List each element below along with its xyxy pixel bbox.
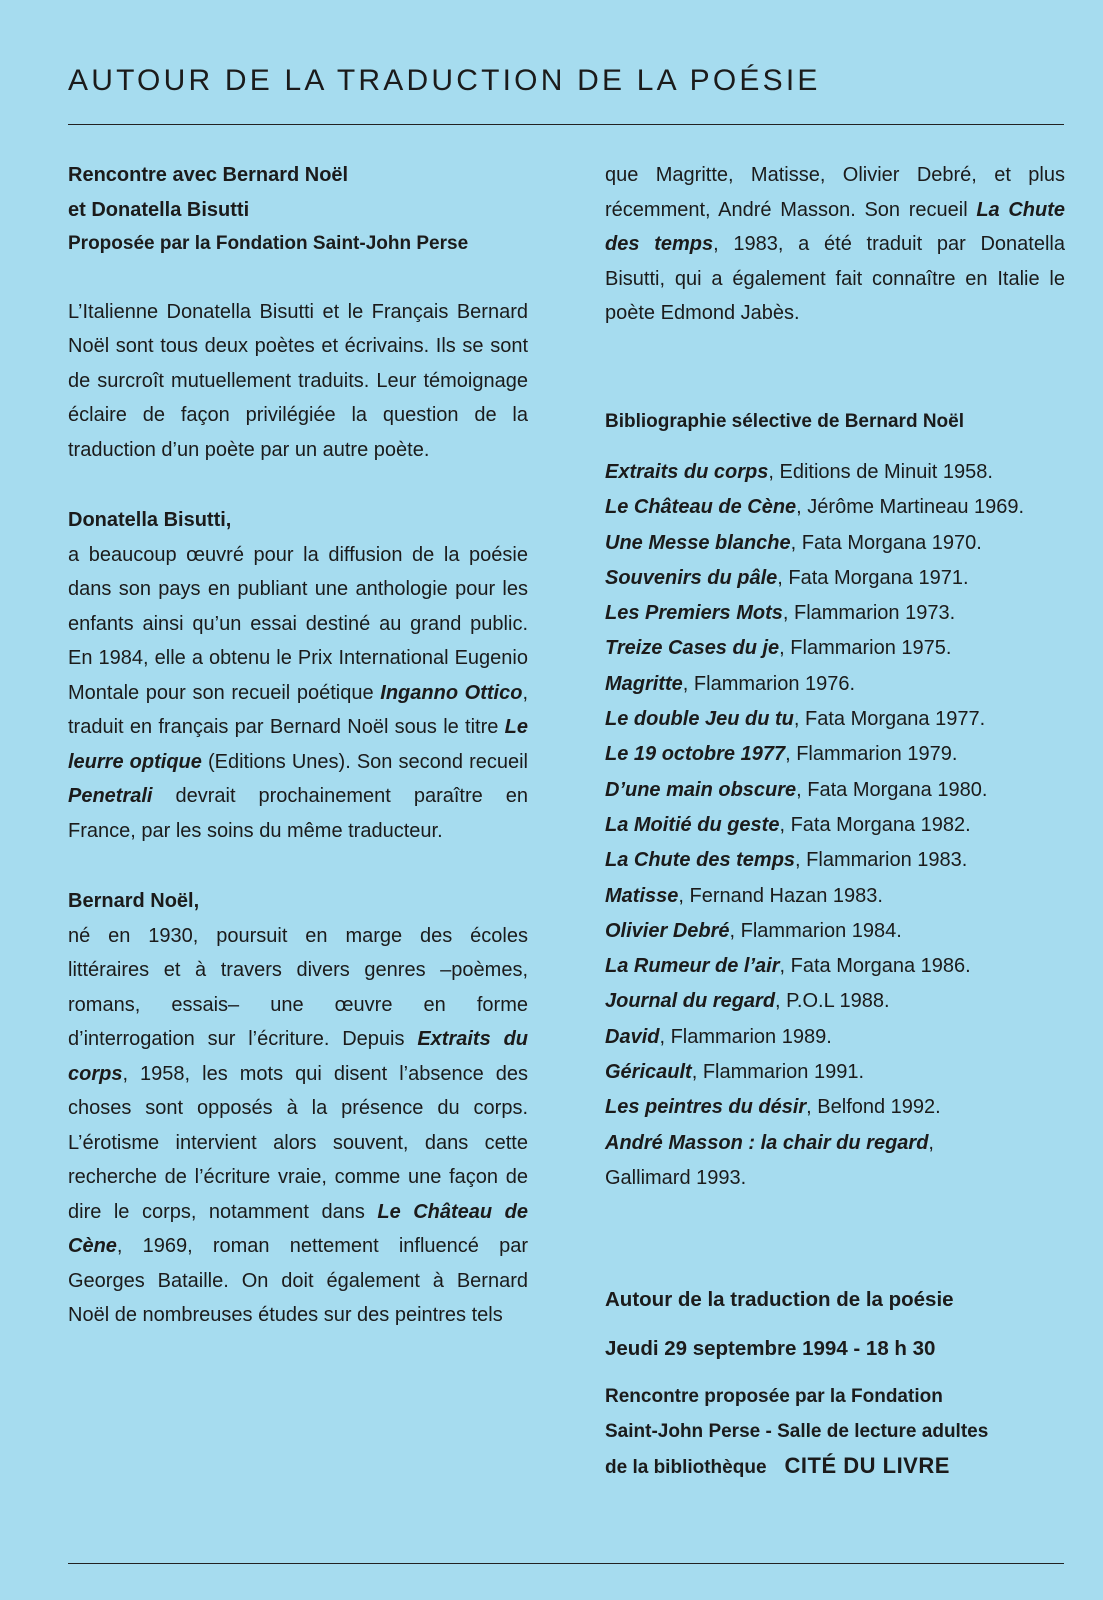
- work-title: Le leurre optique: [68, 716, 528, 773]
- bibliography-item: D’une main obscure, Fata Morgana 1980.: [605, 778, 988, 801]
- work-title: Le Château de Cène: [605, 496, 797, 519]
- work-title: La Moitié du geste: [605, 813, 780, 836]
- work-title: Journal du regard: [605, 990, 776, 1013]
- event-date: Jeudi 29 septembre 1994 - 18 h 30: [605, 1336, 936, 1360]
- work-title: Le Château de Cène: [68, 1200, 528, 1257]
- work-title: Les peintres du désir: [605, 1096, 807, 1119]
- work-title: André Masson : la chair du regard: [605, 1131, 929, 1154]
- bibliography-item: Olivier Debré, Flammarion 1984.: [605, 919, 902, 942]
- left-column: [68, 158, 528, 1333]
- noel-heading: Bernard Noël,: [68, 890, 200, 912]
- work-title: Penetrali: [68, 785, 153, 807]
- bibliography-item: Une Messe blanche, Fata Morgana 1970.: [605, 531, 982, 554]
- meeting-heading-line2: et Donatella Bisutti: [68, 198, 250, 221]
- meeting-heading-line1: Rencontre avec Bernard Noël: [68, 164, 349, 186]
- right-column: [605, 158, 1065, 1486]
- event-line1: Rencontre proposée par la Fondation: [605, 1386, 943, 1408]
- bibliography-heading: Bibliographie sélective de Bernard Noël: [605, 410, 964, 432]
- bibliography-item: Extraits du corps, Editions de Minuit 1958.: [605, 461, 993, 483]
- work-title: Les Premiers Mots: [605, 602, 783, 625]
- work-title: La Chute des temps: [605, 849, 796, 872]
- top-divider: [68, 124, 1064, 125]
- work-title: Extraits du corps: [68, 1028, 528, 1085]
- bibliography-item: Souvenirs du pâle, Fata Morgana 1971.: [605, 566, 969, 589]
- bibliography-item: Les Premiers Mots, Flammarion 1973.: [605, 602, 956, 625]
- bibliography-item: Magritte, Flammarion 1976.: [605, 672, 856, 695]
- work-title: Géricault: [605, 1061, 692, 1084]
- bibliography-item: Géricault, Flammarion 1991.: [605, 1061, 864, 1084]
- bisutti-heading: Donatella Bisutti,: [68, 509, 232, 531]
- work-title: Le 19 octobre 1977: [605, 743, 786, 766]
- work-title: D’une main obscure: [605, 778, 797, 801]
- bibliography-item: David, Flammarion 1989.: [605, 1025, 832, 1048]
- work-title: La Chute des temps: [605, 198, 1065, 255]
- bibliography-item: Matisse, Fernand Hazan 1983.: [605, 884, 883, 907]
- work-title: Souvenirs du pâle: [605, 566, 778, 589]
- bibliography-item: Le 19 octobre 1977, Flammarion 1979.: [605, 743, 958, 766]
- bibliography-list: [605, 455, 1065, 1161]
- work-title: David: [605, 1025, 660, 1048]
- bibliography-item: Les peintres du désir, Belfond 1992.: [605, 1096, 941, 1119]
- noel-paragraph: né en 1930, poursuit en marge des écoles littéraires et à travers divers genres –poèmes, romans, essais– une œuvre en forme d’interrogation sur l’écriture. Depuis Extraits du corps, 1958, les mots qui disent l’absence des choses sont opposés à la présence du corps. L’érotisme intervient alors souvent, dans cette recherche de l’écriture vraie, comme une façon de dire le corps, notamment dans Le Château de Cène, 1969, roman nettement influencé par Georges Bataille. On doit également à Bernard Noël de nombreuses études sur des peintres tels: [68, 924, 528, 1326]
- intro-paragraph: L’Italienne Donatella Bisutti et le Français Bernard Noël sont tous deux poètes et écrivains. Ils se sont de surcroît mutuellement traduits. Leur témoignage éclaire de façon privilégiée la question de la traduction d’un poète par un autre poète.: [68, 300, 528, 461]
- bibliography-item: La Chute des temps, Flammarion 1983.: [605, 849, 968, 872]
- bibliography-item: André Masson : la chair du regard,: [605, 1131, 934, 1154]
- work-title: Une Messe blanche: [605, 531, 791, 554]
- noel-paragraph-continued: que Magritte, Matisse, Olivier Debré, et plus récemment, André Masson. Son recueil La Chute des temps, 1983, a été traduit par Donatella Bisutti, qui a également fait connaître en Italie le poète Edmond Jabès.: [605, 164, 1065, 324]
- work-title: Matisse: [605, 884, 679, 907]
- bisutti-paragraph: a beaucoup œuvré pour la diffusion de la poésie dans son pays en publiant une anthologie pour les enfants ainsi qu’un essai destiné au grand public. En 1984, elle a obtenu le Prix International Eugenio Montale pour son recueil poétique Inganno Ottico, traduit en français par Bernard Noël sous le titre Le leurre optique (Editions Unes). Son second recueil Penetrali devrait prochainement paraître en France, par les soins du même traducteur.: [68, 543, 528, 842]
- work-title: Inganno Ottico: [380, 681, 523, 704]
- work-title: Extraits du corps: [605, 461, 769, 483]
- bibliography-item: Le Château de Cène, Jérôme Martineau 1969.: [605, 496, 1025, 519]
- event-line2: Saint-John Perse - Salle de lecture adultes: [605, 1420, 989, 1442]
- work-title: Treize Cases du je: [605, 637, 780, 660]
- venue-name: CITÉ DU LIVRE: [784, 1453, 950, 1479]
- event-title: Autour de la traduction de la poésie: [605, 1288, 954, 1312]
- page-title: AUTOUR DE LA TRADUCTION DE LA POÉSIE: [68, 64, 821, 98]
- bibliography-item: Treize Cases du je, Flammarion 1975.: [605, 637, 952, 660]
- work-title: Le double Jeu du tu: [605, 708, 794, 731]
- work-title: La Rumeur de l’air: [605, 955, 780, 978]
- work-title: Magritte: [605, 672, 683, 695]
- bibliography-item: La Moitié du geste, Fata Morgana 1982.: [605, 813, 971, 836]
- bibliography-item: Journal du regard, P.O.L 1988.: [605, 990, 890, 1013]
- bottom-divider: [68, 1563, 1064, 1564]
- meeting-subheading: Proposée par la Fondation Saint-John Perse: [68, 233, 469, 254]
- bibliography-item: Le double Jeu du tu, Fata Morgana 1977.: [605, 708, 986, 731]
- event-line3: de la bibliothèque CITÉ DU LIVRE: [605, 1453, 950, 1479]
- bibliography-last-line: Gallimard 1993.: [605, 1166, 747, 1189]
- work-title: Olivier Debré: [605, 919, 730, 942]
- bibliography-item: La Rumeur de l’air, Fata Morgana 1986.: [605, 955, 971, 978]
